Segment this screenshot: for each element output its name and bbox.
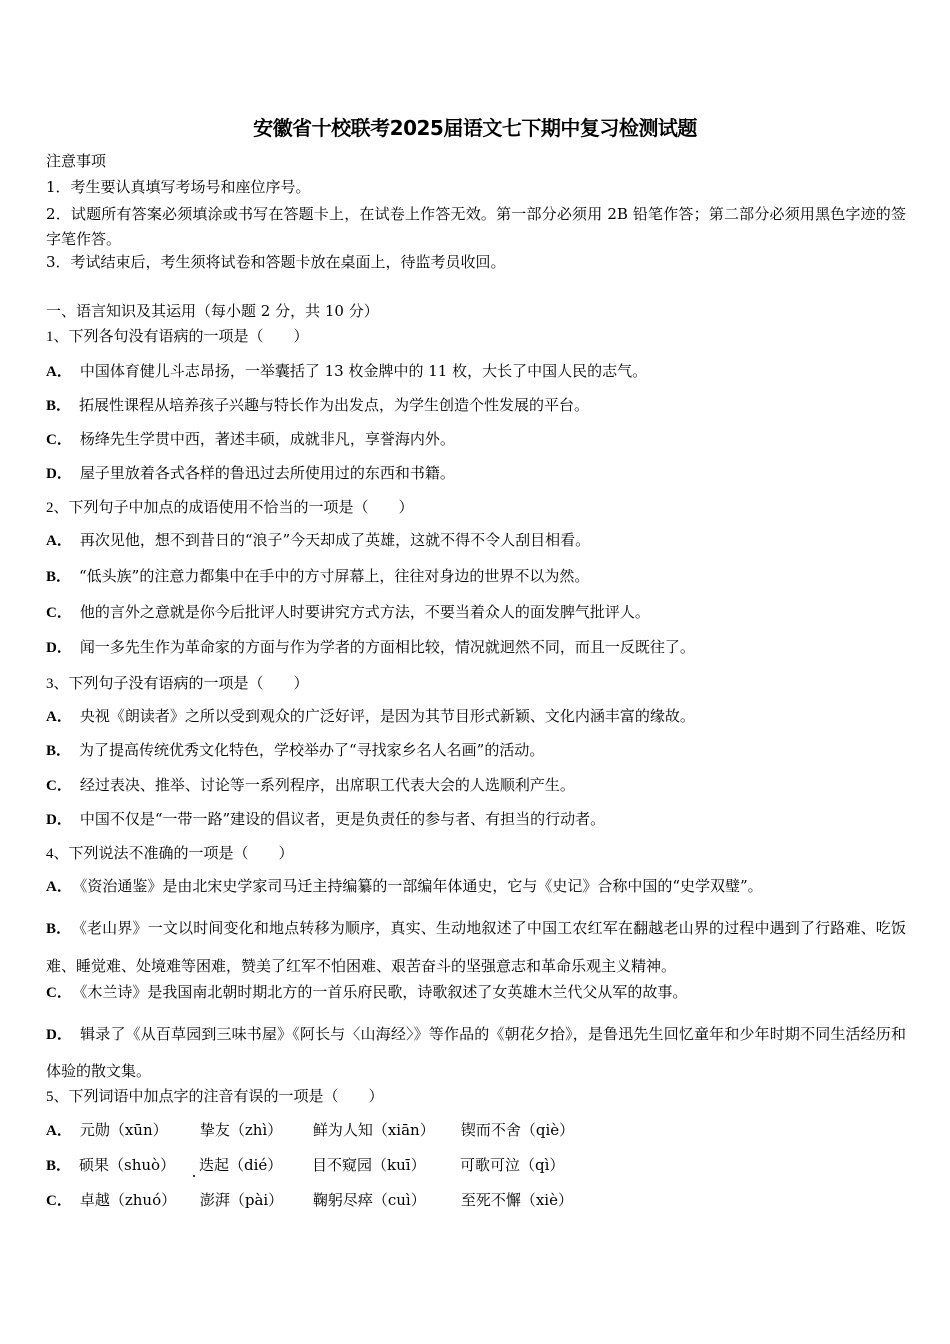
q1-option-a: [46, 361, 906, 382]
question-number: 4、: [46, 846, 69, 862]
question-number: 3、: [46, 676, 69, 692]
q2-option-a: [46, 530, 906, 551]
option-label: D．: [46, 640, 72, 656]
pinyin-item: 元勋（xūn）: [79, 1121, 168, 1139]
option-text: 央视《朗读者》之所以受到观众的广泛好评，是因为其节目形式新颖、文化内涵丰富的缘故。: [79, 707, 695, 725]
question-number: 1、: [46, 329, 69, 345]
q4-option-c: [46, 982, 906, 1003]
question-stem: 下列句子没有语病的一项是（ ）: [68, 674, 309, 692]
pinyin-item: 可歌可泣（qì）: [460, 1156, 565, 1174]
q5-option-a: [46, 1120, 574, 1141]
q3-option-c: [46, 775, 906, 796]
section-heading: 一、语言知识及其运用（每小题 2 分，共 10 分）: [46, 302, 379, 320]
q5-option-b: [46, 1155, 564, 1176]
option-text: 经过表决、推举、讨论等一系列程序，出席职工代表大会的人选顺利产生。: [79, 776, 575, 794]
q1-option-c: [46, 429, 906, 450]
option-label: B．: [46, 398, 72, 414]
q4-option-b: [46, 910, 906, 985]
q5-option-c: [46, 1190, 573, 1211]
option-text: 闻一多先生作为革命家的方面与作为学者的方面相比较，情况就迥然不同，而且一反既往了。: [79, 638, 695, 656]
pinyin-item: 鞠躬尽瘁（cuì）: [312, 1191, 426, 1209]
q1-option-b: [46, 395, 906, 416]
option-text: 《老山界》一文以时间变化和地点转移为顺序，真实、生动地叙述了中国工农红军在翻越老山界的过程中遇到了行路难、吃饭难、睡觉难、处境难等困难，赞美了红军不怕困难、艰苦奋斗的坚强意志和革命乐观主义精神。: [46, 919, 906, 975]
q3-option-a: [46, 706, 906, 727]
question-3-stem: [46, 673, 906, 694]
question-5-stem: [46, 1086, 906, 1107]
option-text: 《木兰诗》是我国南北朝时期北方的一首乐府民歌，诗歌叙述了女英雄木兰代父从军的故事。: [79, 983, 688, 1001]
pinyin-item: 卓越（zhuó）: [79, 1191, 177, 1209]
option-text: 拓展性课程从培养孩子兴趣与特长作为出发点，为学生创造个性发展的平台。: [79, 396, 590, 414]
option-label: D．: [46, 1027, 73, 1043]
pinyin-item: 目不窥园（kuī）: [312, 1156, 426, 1174]
option-label: D．: [46, 812, 72, 828]
question-stem: 下列句子中加点的成语使用不恰当的一项是（ ）: [68, 498, 414, 516]
option-text: 《资治通鉴》是由北宋史学家司马迁主持编纂的一部编年体通史，它与《史记》合称中国的“史学双璧”。: [79, 877, 763, 895]
option-text: 为了提高传统优秀文化特色，学校举办了“寻找家乡名人名画”的活动。: [79, 741, 545, 759]
q2-option-d: [46, 637, 906, 658]
pinyin-item: 挚友（zhì）: [199, 1121, 283, 1139]
q3-option-d: [46, 809, 906, 830]
option-label: C．: [46, 432, 72, 448]
q2-option-c: [46, 602, 906, 623]
option-label: B．: [46, 743, 72, 759]
option-label: A．: [46, 533, 72, 549]
question-2-stem: [46, 497, 906, 518]
option-label: A．: [46, 879, 72, 895]
option-label: B．: [46, 569, 72, 585]
option-text: 他的言外之意就是你今后批评人时要讲究方式方法，不要当着众人的面发脾气批评人。: [79, 603, 650, 621]
question-stem: 下列词语中加点字的注音有误的一项是（ ）: [68, 1087, 384, 1105]
pinyin-item: 至死不懈（xiè）: [460, 1191, 573, 1209]
option-text: 再次见他，想不到昔日的“浪子”今天却成了英雄，这就不得不令人刮目相看。: [79, 531, 591, 549]
option-label: C．: [46, 605, 72, 621]
q3-option-b: [46, 740, 906, 761]
option-label: D．: [46, 466, 72, 482]
option-label: C．: [46, 985, 72, 1001]
question-number: 5、: [46, 1089, 69, 1105]
question-1-stem: [46, 326, 906, 347]
q4-option-a: [46, 876, 906, 897]
q1-option-d: [46, 463, 906, 484]
option-label: A．: [46, 1123, 72, 1139]
pinyin-item: 鲜为人知（xiān）: [312, 1121, 435, 1139]
page-title: 安徽省十校联考2025届语文七下期中复习检测试题: [253, 116, 697, 140]
option-label: A．: [46, 364, 72, 380]
option-text: “低头族”的注意力都集中在手中的方寸屏幕上，往往对身边的世界不以为然。: [79, 567, 590, 585]
notice-heading: 注意事项: [46, 152, 107, 170]
question-number: 2、: [46, 500, 69, 516]
option-text: 辑录了《从百草园到三味书屋》《阿长与〈山海经〉》等作品的《朝花夕拾》，是鲁迅先生回忆童年和少年时期不同生活经历和体验的散文集。: [46, 1025, 906, 1080]
q4-option-d: [46, 1016, 906, 1089]
option-label: B．: [46, 1158, 72, 1174]
option-label: C．: [46, 1193, 72, 1209]
question-stem: 下列各句没有语病的一项是（ ）: [68, 327, 309, 345]
option-label: C．: [46, 778, 72, 794]
pinyin-item: 澎湃（pài）: [199, 1191, 284, 1209]
option-label: A．: [46, 709, 72, 725]
option-text: 屋子里放着各式各样的鲁迅过去所使用过的东西和书籍。: [79, 464, 455, 482]
option-label: B．: [46, 921, 72, 937]
question-4-stem: [46, 843, 906, 864]
option-text: 杨绛先生学贯中西，著述丰硕，成就非凡，享誉海内外。: [79, 430, 455, 448]
notice-item-2: 2．试题所有答案必须填涂或书写在答题卡上，在试卷上作答无效。第一部分必须用 2B 铅笔作答；第二部分必须用黑色字迹的签字笔作答。: [46, 205, 906, 248]
option-text: 中国不仅是“一带一路”建设的倡议者，更是负责任的参与者、有担当的行动者。: [79, 810, 606, 828]
notice-item-3: 3．考试结束后，考生须将试卷和答题卡放在桌面上，待监考员收回。: [46, 253, 506, 271]
pinyin-item: 锲而不舍（qiè）: [460, 1121, 575, 1139]
pinyin-item: 迭起（dié）: [199, 1155, 312, 1175]
option-text: 中国体育健儿斗志昂扬，一举囊括了 13 枚金牌中的 11 枚，大长了中国人民的志气。: [79, 362, 648, 380]
q2-option-b: [46, 566, 906, 587]
question-stem: 下列说法不准确的一项是（ ）: [68, 844, 294, 862]
pinyin-item: 硕果（shuò）: [79, 1156, 176, 1174]
notice-item-1: 1．考生要认真填写考场号和座位序号。: [46, 178, 311, 196]
